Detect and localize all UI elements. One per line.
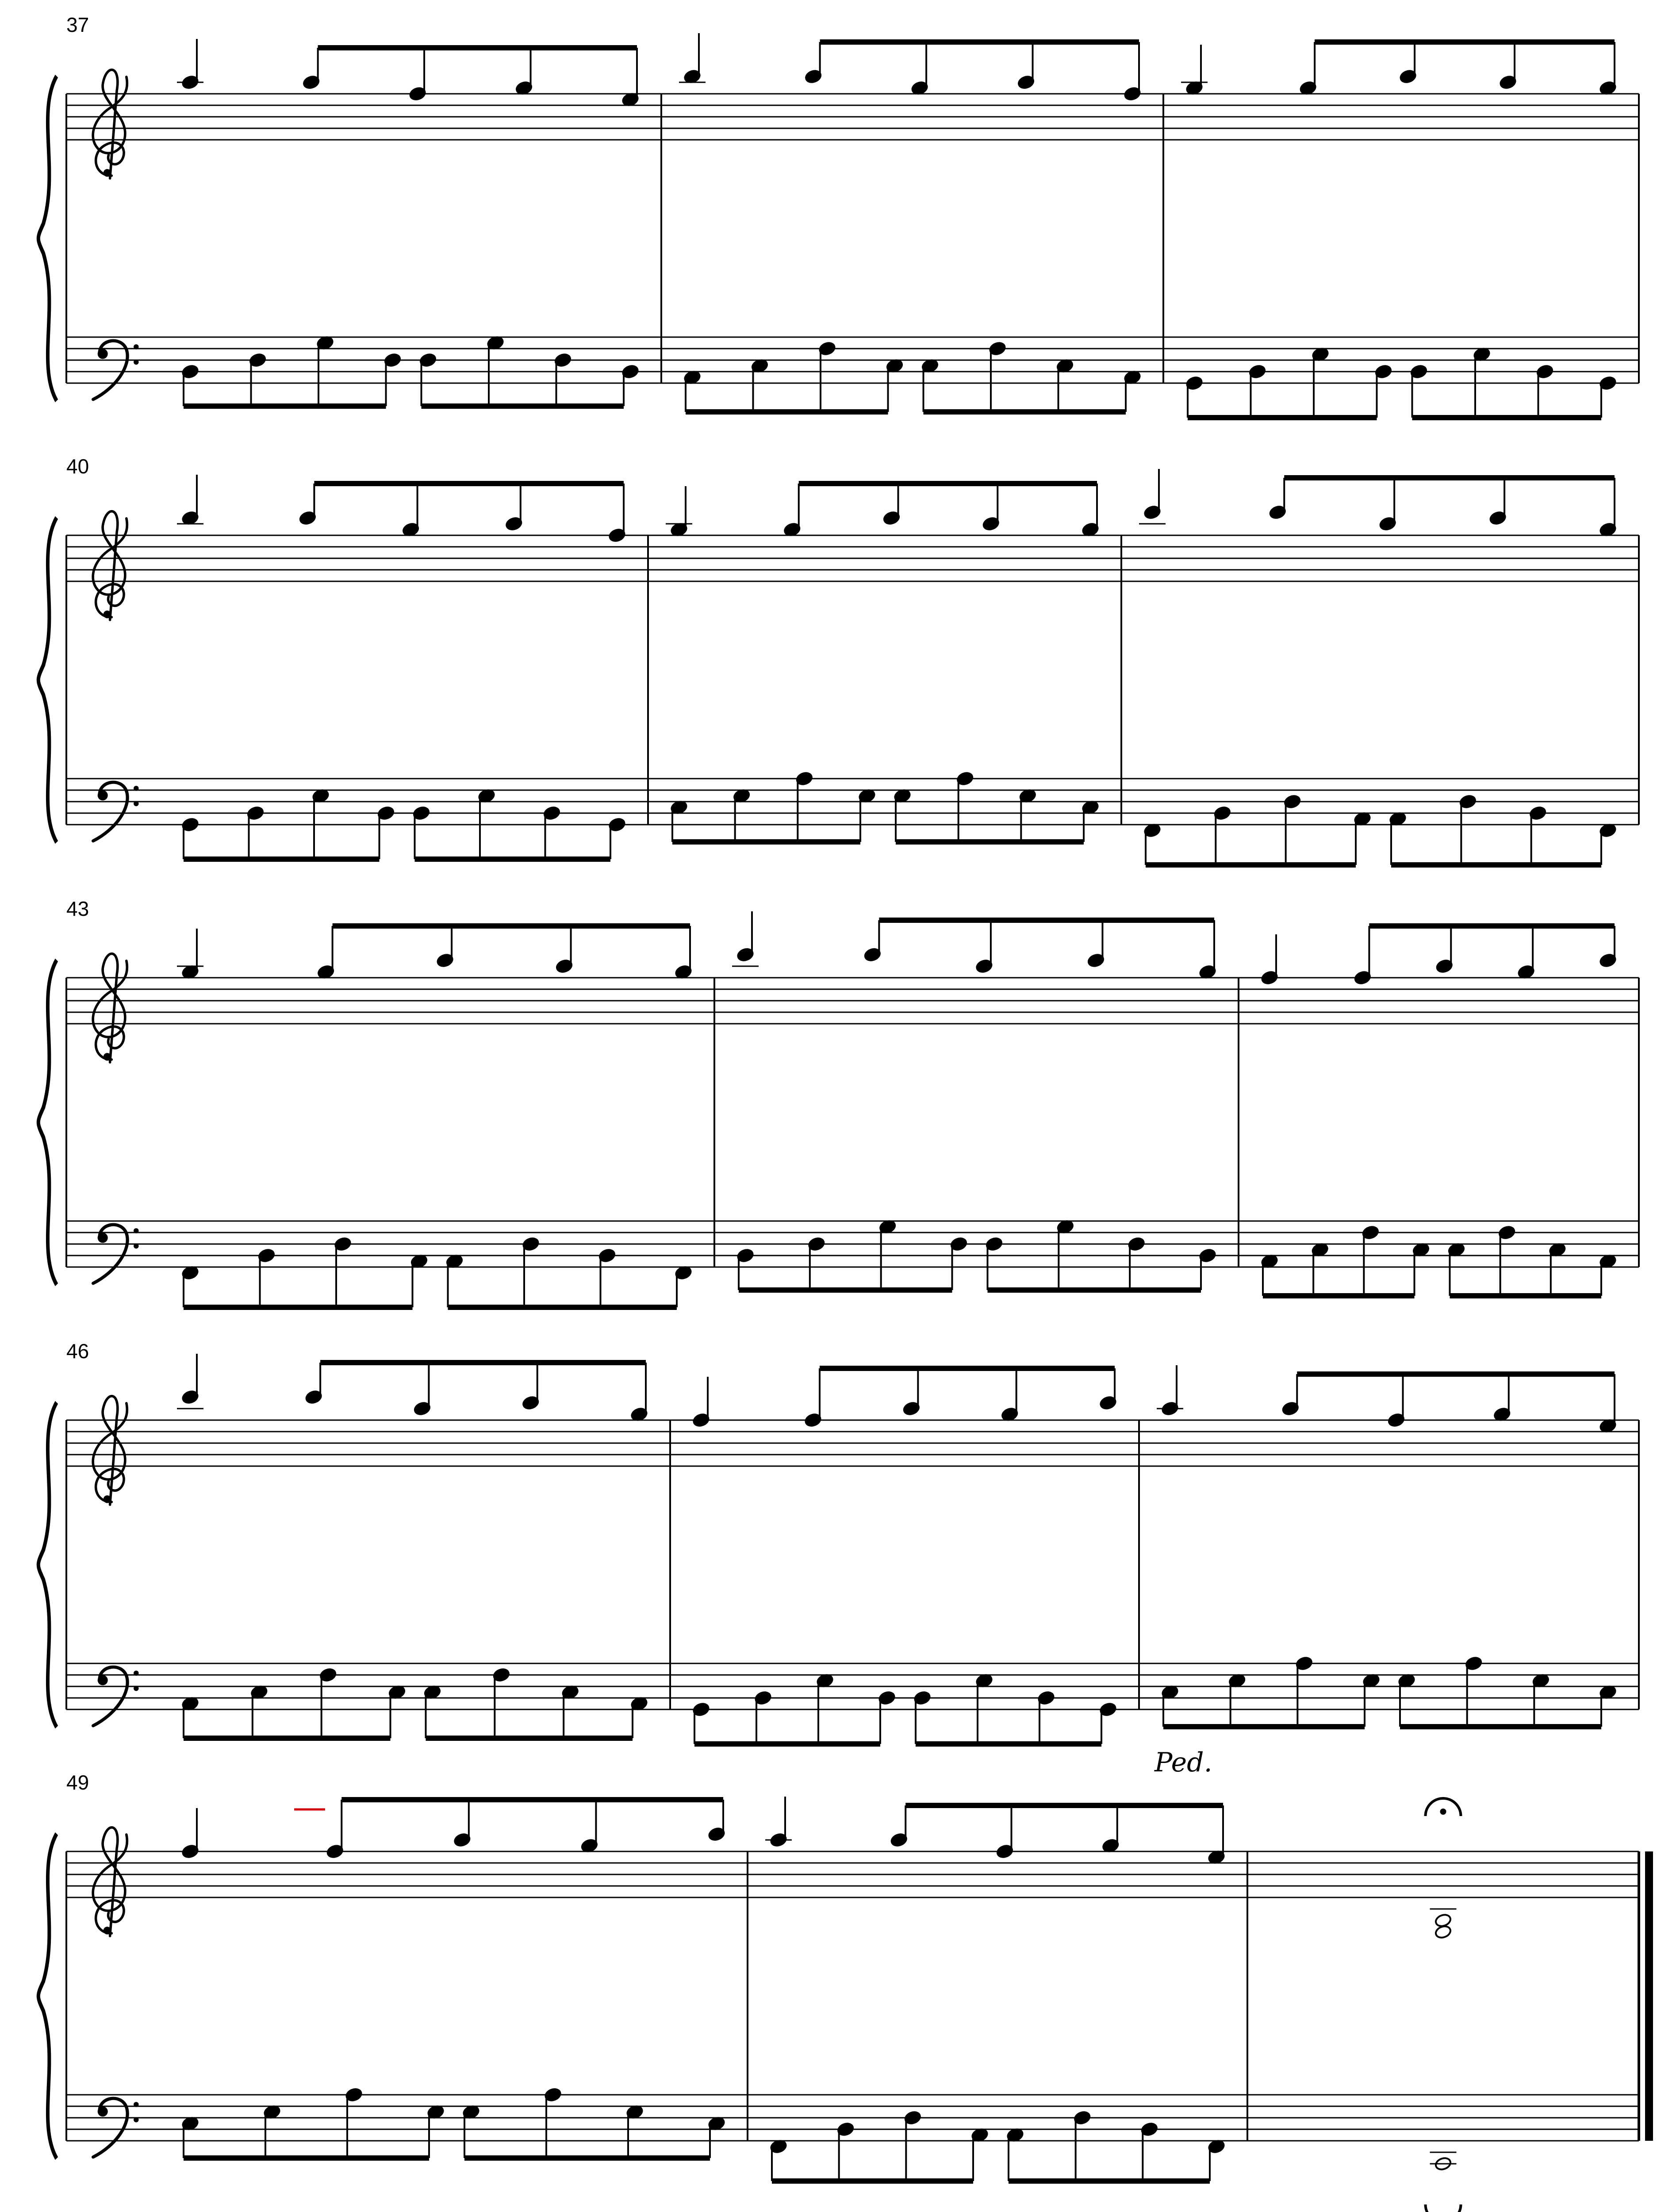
bass-staff [66, 1221, 1639, 1267]
treble-clef-icon [93, 70, 127, 178]
system-5 [38, 1771, 1653, 2212]
bass-clef-icon [93, 2098, 139, 2157]
system-3 [38, 897, 1639, 1307]
bass-staff [66, 337, 1639, 383]
pedal-marking: Ped. [1155, 1747, 1212, 1778]
treble-clef-icon [93, 954, 127, 1062]
fermata-dot [1440, 1809, 1446, 1815]
treble-staff [66, 1851, 1639, 1897]
treble-clef-icon [93, 1396, 127, 1505]
fermata-icon [1426, 2204, 1461, 2212]
system-brace [38, 960, 57, 1285]
system-4 [38, 1340, 1639, 1778]
treble-staff [66, 535, 1639, 581]
bass-clef-icon [93, 782, 139, 841]
final-barline [1645, 1851, 1653, 2141]
measure-number: 46 [66, 1340, 89, 1363]
system-1 [38, 13, 1639, 418]
bass-clef-icon [93, 341, 139, 399]
system-brace [38, 518, 57, 842]
measure-number: 43 [66, 897, 89, 920]
measure-number: 37 [66, 13, 89, 36]
bass-clef-icon [93, 1225, 139, 1283]
notehead [1434, 1924, 1452, 1939]
measure-number: 49 [66, 1771, 89, 1794]
measure-number: 40 [66, 455, 89, 478]
system-brace [38, 1402, 57, 1727]
treble-staff [66, 978, 1639, 1024]
treble-staff [66, 1420, 1639, 1466]
treble-clef-icon [93, 511, 127, 620]
system-brace [38, 1834, 57, 2158]
treble-clef-icon [93, 1828, 127, 1936]
bass-staff [66, 2095, 1639, 2141]
bass-clef-icon [93, 1667, 139, 1726]
system-brace [38, 76, 57, 401]
treble-staff [66, 94, 1639, 140]
system-2 [38, 455, 1639, 865]
